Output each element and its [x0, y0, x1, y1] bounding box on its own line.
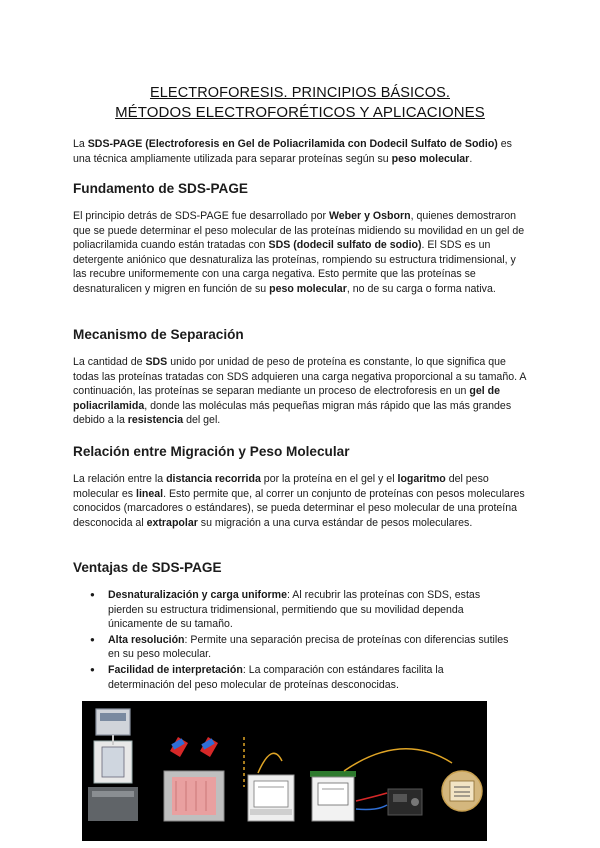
list-item: ● Facilidad de interpretación: La comparación con estándares facilita la determinación del peso molecular de proteínas desconocidas.	[90, 663, 510, 692]
relacion-paragraph: La relación entre la distancia recorrida por la proteína en el gel y el logaritmo del peso molecular es lineal. Esto permite que, al correr un conjunto de proteínas con pesos moleculares conocidos (marcadores o estándares), se pueda determinar el peso molecular de una proteína desconocida al extrapolar su migración a una curva estándar de pesos moleculares.	[73, 473, 525, 529]
electrophoresis-tank-icon	[248, 775, 294, 821]
fundamento-paragraph: El principio detrás de SDS-PAGE fue desarrollado por Weber y Osborn, quienes demostraron que se puede determinar el peso molecular de las proteínas midiendo su movilidad en un gel de poliacrilamida cuando están tratadas con SDS (dodecil sulfato de sodio). El SDS es un detergente aniónico que desnaturaliza las proteínas, rompiendo su estructura tridimensional, y las recubre uniformemente con una carga negativa. Esto permite que las proteínas se desnaturalicen y migren en función de su peso molecular, no de su carga o forma nativa.	[73, 210, 525, 295]
sds-page-workflow-illustration	[82, 701, 487, 841]
ventajas-list	[90, 588, 510, 693]
section-heading-fundamento: Fundamento de SDS-PAGE	[73, 181, 248, 196]
power-supply-icon	[388, 789, 422, 815]
section-heading-ventajas: Ventajas de SDS-PAGE	[73, 560, 222, 575]
sample-prep-icon	[88, 709, 138, 821]
section-heading-relacion: Relación entre Migración y Peso Molecular	[73, 444, 350, 459]
power-connected-tank-icon	[310, 771, 356, 821]
list-item: ● Desnaturalización y carga uniforme: Al recubrir las proteínas con SDS, estas pierden su estructura tridimensional, permitiendo que su movilidad dependa únicamente de su tamaño.	[90, 588, 510, 632]
gel-loading-icon	[164, 737, 224, 821]
result-gel-icon	[442, 771, 482, 811]
document-title-line-1: ELECTROFORESIS. PRINCIPIOS BÁSICOS.	[149, 85, 450, 101]
section-heading-mecanismo: Mecanismo de Separación	[73, 327, 244, 342]
list-item: ● Alta resolución: Permite una separación precisa de proteínas con diferencias sutiles en su peso molecular.	[90, 633, 510, 662]
document-title-line-2: MÉTODOS ELECTROFORÉTICOS Y APLICACIONES	[115, 104, 485, 121]
mecanismo-paragraph: La cantidad de SDS unido por unidad de peso de proteína es constante, lo que significa que todas las proteínas tratadas con SDS adquieren una carga negativa proporcional a su tamaño. A continuación, las proteínas se separan mediante un proceso de electroforesis en un gel de poliacrilamida, donde las moléculas más pequeñas migran más rápido que las más grandes debido a la resistencia del gel.	[73, 356, 526, 427]
intro-paragraph: La SDS-PAGE (Electroforesis en Gel de Poliacrilamida con Dodecil Sulfato de Sodio) es una técnica ampliamente utilizada para separar proteínas según su peso molecular.	[73, 138, 512, 165]
